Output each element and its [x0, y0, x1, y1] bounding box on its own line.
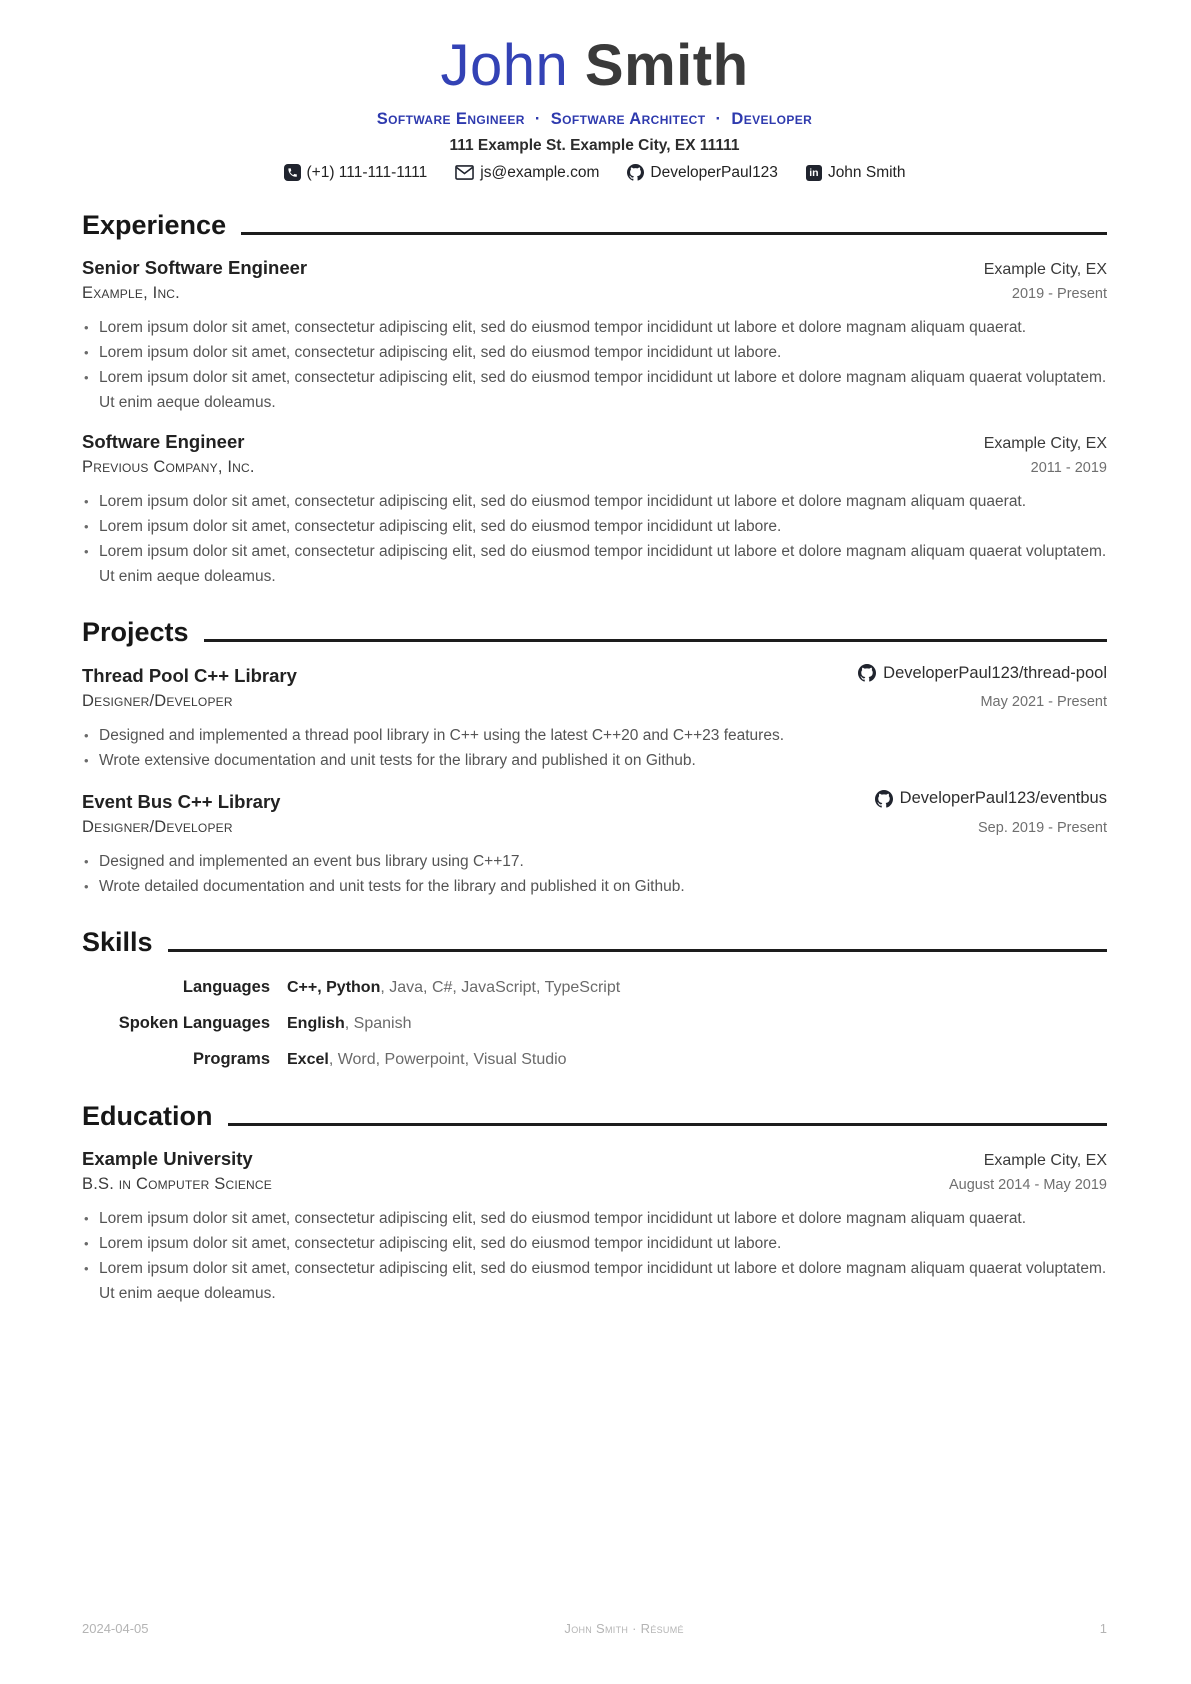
project-entry: [82, 789, 1107, 899]
bullet-item: • Lorem ipsum dolor sit amet, consectetur adipiscing elit, sed do eiusmod tempor incididunt ut labore.: [82, 1231, 1107, 1256]
phone-number: (+1) 111-111-1111: [306, 163, 428, 181]
section-rule: [241, 232, 1107, 235]
skill-label: Spoken Languages: [118, 1013, 270, 1032]
bullet-item: • Lorem ipsum dolor sit amet, consectetur adipiscing elit, sed do eiusmod tempor incididunt ut labore et dolore magnam aliquam quaerat.: [82, 489, 1107, 514]
section-title: Experience: [82, 209, 227, 240]
section-heading-education: [82, 1101, 1107, 1132]
bullet-item: • Lorem ipsum dolor sit amet, consectetur adipiscing elit, sed do eiusmod tempor incididunt ut labore et dolore magnam aliquam quaerat voluptatem. Ut enim aeque doleamus.: [82, 539, 1107, 589]
linkedin-icon: [806, 165, 822, 181]
github-icon: [858, 664, 876, 682]
github-icon: [627, 164, 644, 181]
tagline-separator: ·: [715, 109, 722, 128]
experience-entry: [82, 257, 1107, 415]
github-profile-link[interactable]: [627, 164, 778, 182]
bullet-list: [82, 489, 1107, 589]
project-role: Designer/Developer: [82, 692, 233, 711]
linkedin-link[interactable]: [806, 164, 906, 182]
person-name: [82, 33, 1107, 98]
page-footer: [82, 1621, 1107, 1636]
education-entry: [82, 1148, 1107, 1306]
company-name: Previous Company, Inc.: [82, 457, 255, 476]
skill-highlight: C++, Python: [287, 978, 381, 996]
email-link[interactable]: [455, 164, 599, 182]
education-dates: August 2014 - May 2019: [949, 1176, 1107, 1193]
skill-label: Languages: [182, 977, 270, 996]
section-rule: [228, 1123, 1107, 1126]
section-rule: [204, 639, 1107, 642]
degree: B.S. in Computer Science: [82, 1174, 272, 1193]
bullet-item: • Lorem ipsum dolor sit amet, consectetur adipiscing elit, sed do eiusmod tempor incididunt ut labore et dolore magnam aliquam quaerat.: [82, 315, 1107, 340]
bullet-item: • Wrote detailed documentation and unit tests for the library and published it on Github.: [82, 874, 1107, 899]
bullet-item: • Lorem ipsum dolor sit amet, consectetur adipiscing elit, sed do eiusmod tempor incididunt ut labore et dolore magnam aliquam quaerat voluptatem. Ut enim aeque doleamus.: [82, 1256, 1107, 1306]
section-rule: [168, 949, 1107, 952]
phone-link[interactable]: [284, 164, 428, 182]
skill-label: Programs: [192, 1049, 270, 1068]
github-username: DeveloperPaul123: [650, 163, 778, 181]
linkedin-name: John Smith: [827, 163, 906, 181]
job-title: Senior Software Engineer: [82, 256, 308, 278]
footer-date: 2024-04-05: [82, 1621, 149, 1636]
repo-name: DeveloperPaul123/thread-pool: [883, 663, 1107, 682]
company-name: Example, Inc.: [82, 283, 180, 302]
bullet-item: • Lorem ipsum dolor sit amet, consectetur adipiscing elit, sed do eiusmod tempor incididunt ut labore et dolore magnam aliquam quaerat.: [82, 1206, 1107, 1231]
project-entry: [82, 664, 1107, 774]
email-icon: [455, 165, 474, 180]
github-icon: [875, 790, 893, 808]
footer-title: John Smith · Résumé: [564, 1621, 684, 1636]
bullet-item: • Lorem ipsum dolor sit amet, consectetur adipiscing elit, sed do eiusmod tempor incididunt ut labore.: [82, 340, 1107, 365]
project-title: Thread Pool C++ Library: [82, 665, 297, 687]
bullet-list: [82, 1206, 1107, 1306]
section-heading-projects: [82, 617, 1107, 648]
tagline-item: Software Architect: [550, 109, 706, 128]
section-title: Projects: [82, 616, 189, 647]
section-title: Skills: [82, 926, 153, 957]
tagline-item: Software Engineer: [376, 109, 525, 128]
bullet-item: • Designed and implemented a thread pool library in C++ using the latest C++20 and C++23 features.: [82, 723, 1107, 748]
first-name: John: [440, 33, 569, 98]
github-repo-link[interactable]: [875, 789, 1107, 808]
skill-rest: , Word, Powerpoint, Visual Studio: [328, 1050, 567, 1068]
experience-entry: [82, 431, 1107, 589]
school-location: Example City, EX: [983, 1151, 1107, 1169]
skill-value: [287, 1011, 412, 1037]
job-location: Example City, EX: [983, 434, 1107, 452]
skill-highlight: Excel: [287, 1050, 329, 1068]
project-title: Event Bus C++ Library: [82, 790, 281, 812]
tagline: [82, 110, 1107, 129]
resume-header: [82, 33, 1107, 182]
school-name: Example University: [82, 1147, 253, 1169]
tagline-item: Developer: [731, 109, 813, 128]
email-address: js@example.com: [480, 163, 600, 181]
job-dates: 2019 - Present: [1011, 285, 1107, 302]
skill-row: [82, 1010, 1107, 1037]
job-title: Software Engineer: [82, 430, 245, 452]
bullet-item: • Wrote extensive documentation and unit tests for the library and published it on Github.: [82, 748, 1107, 773]
skill-highlight: English: [287, 1014, 345, 1032]
skill-value: [287, 975, 620, 1001]
bullet-item: • Designed and implemented an event bus library using C++17.: [82, 849, 1107, 874]
section-heading-skills: [82, 927, 1107, 958]
last-name: Smith: [584, 33, 749, 98]
project-dates: Sep. 2019 - Present: [978, 819, 1107, 836]
section-title: Education: [82, 1100, 213, 1131]
github-repo-link[interactable]: [858, 664, 1107, 683]
section-heading-experience: [82, 210, 1107, 241]
phone-icon: [284, 164, 301, 181]
skill-rest: , Spanish: [344, 1014, 412, 1032]
skill-row: [82, 1046, 1107, 1073]
footer-page-number: 1: [1099, 1621, 1107, 1636]
bullet-list: [82, 315, 1107, 415]
project-dates: May 2021 - Present: [980, 694, 1107, 711]
job-location: Example City, EX: [983, 260, 1107, 278]
job-dates: 2011 - 2019: [1030, 459, 1107, 476]
bullet-item: • Lorem ipsum dolor sit amet, consectetur adipiscing elit, sed do eiusmod tempor incididunt ut labore.: [82, 514, 1107, 539]
tagline-separator: ·: [534, 109, 541, 128]
project-role: Designer/Developer: [82, 817, 233, 836]
contact-row: [82, 164, 1107, 182]
skill-value: [287, 1047, 567, 1073]
address: 111 Example St. Example City, EX 11111: [449, 136, 740, 154]
skill-rest: , Java, C#, JavaScript, TypeScript: [380, 978, 621, 996]
skills-block: [82, 974, 1107, 1073]
bullet-list: [82, 849, 1107, 899]
bullet-item: • Lorem ipsum dolor sit amet, consectetur adipiscing elit, sed do eiusmod tempor incididunt ut labore et dolore magnam aliquam quaerat voluptatem. Ut enim aeque doleamus.: [82, 365, 1107, 415]
skill-row: [82, 974, 1107, 1001]
repo-name: DeveloperPaul123/eventbus: [899, 789, 1107, 808]
bullet-list: [82, 723, 1107, 773]
